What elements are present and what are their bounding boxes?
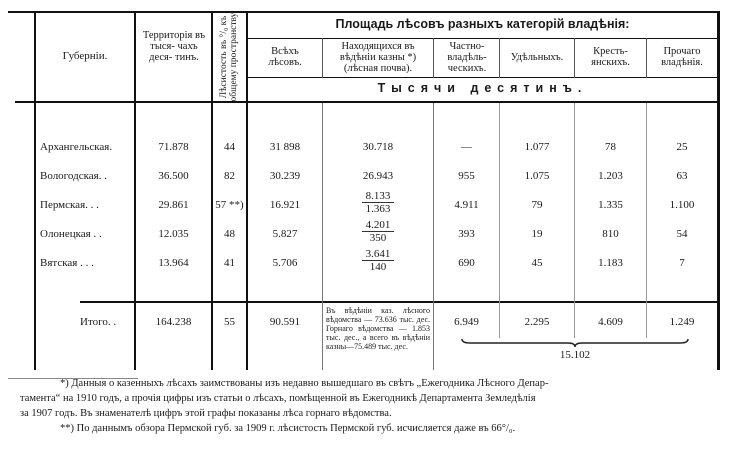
rule xyxy=(247,77,719,78)
row-gubernia: Вятская . . . xyxy=(40,257,94,269)
total-other: 1.249 xyxy=(669,316,695,328)
cell-appanage: 1.075 xyxy=(524,170,550,182)
rule xyxy=(247,38,719,39)
cell-private: — xyxy=(461,141,472,153)
total-territory: 164.238 xyxy=(155,316,192,328)
rule-total xyxy=(80,301,720,303)
rule xyxy=(322,38,323,78)
cell-pct: 57 **) xyxy=(215,199,244,211)
cell-private: 955 xyxy=(458,170,475,182)
rule xyxy=(433,38,434,78)
cell-peasant: 810 xyxy=(602,228,619,240)
cell-private: 690 xyxy=(458,257,475,269)
header-territory: Территорія въ тыся- чахъ деся- тинъ. xyxy=(142,30,206,63)
cell-territory: 36.500 xyxy=(158,170,189,182)
crown-mining-dept: 1.363 xyxy=(365,203,391,215)
header-all: Всѣхъ лѣсовъ. xyxy=(268,46,302,68)
cell-pct: 44 xyxy=(224,141,235,153)
cell-territory: 13.964 xyxy=(158,257,189,269)
cell-appanage: 19 xyxy=(531,228,543,240)
rule xyxy=(646,103,647,338)
total-pct: 55 xyxy=(224,316,235,328)
cell-all: 30.239 xyxy=(269,170,301,182)
header-appanage: Удѣльныхъ. xyxy=(510,52,564,63)
row-gubernia: Архангельская. xyxy=(40,141,113,153)
cell-all: 31 898 xyxy=(269,141,301,153)
cell-appanage: 45 xyxy=(531,257,543,269)
cell-other: 25 xyxy=(676,141,688,153)
cell-other: 54 xyxy=(676,228,688,240)
cell-other: 63 xyxy=(676,170,688,182)
cell-pct: 48 xyxy=(224,228,235,240)
row-gubernia: Олонецкая . . xyxy=(40,228,102,240)
rule xyxy=(499,103,500,338)
cell-crown xyxy=(323,248,433,273)
cell-territory: 12.035 xyxy=(158,228,189,240)
header-forest-pct: Лѣсистость въ °/₀ къ общему пространству xyxy=(219,12,239,102)
cell-all: 16.921 xyxy=(269,199,301,211)
crown-forest-dept: 3.641 xyxy=(362,248,395,261)
cell-territory: 29.861 xyxy=(158,199,189,211)
total-all: 90.591 xyxy=(269,316,301,328)
rule-header-bottom xyxy=(15,101,720,103)
cell-appanage: 79 xyxy=(531,199,543,211)
cell-pct: 41 xyxy=(224,257,235,269)
cell-peasant: 78 xyxy=(605,141,616,153)
footnote-1-cont: за 1907 годъ. Въ знаменателѣ цифръ этой графы показаны лѣса горнаго вѣдомства. xyxy=(20,408,392,419)
cell-territory: 71.878 xyxy=(158,141,189,153)
footnote-1-cont: тамента“ на 1910 годъ, а прочія цифры изъ статьи о лѣсахъ, помѣщенной въ Ежегодникѣ Департамента Земледѣлія xyxy=(20,393,536,404)
crown-forest-dept: 4.201 xyxy=(362,219,395,232)
cell-all: 5.706 xyxy=(272,257,298,269)
header-peasant: Кресть- янскихъ. xyxy=(591,46,630,68)
footnote-2: **) По даннымъ обзора Пермской губ. за 1909 г. лѣсистость Пермской губ. исчисляется даже въ 66°/₀. xyxy=(60,423,516,434)
cell-crown xyxy=(323,219,433,244)
cell-peasant: 1.203 xyxy=(598,170,623,182)
crown-mining-dept: 350 xyxy=(369,232,387,244)
cell-pct: 82 xyxy=(224,170,235,182)
rule xyxy=(574,103,575,338)
cell-crown: 26.943 xyxy=(362,170,394,182)
header-crown: Находящихся въ вѣдѣніи казны *) (лѣсная почва). xyxy=(339,41,417,74)
cell-other: 7 xyxy=(679,257,685,269)
cell-private: 4.911 xyxy=(454,199,479,211)
cell-peasant: 1.183 xyxy=(598,257,623,269)
crown-forest-dept: 8.133 xyxy=(362,190,395,203)
header-private: Частно- владѣль- ческихъ. xyxy=(447,41,487,74)
cell-crown xyxy=(323,190,433,215)
crown-mining-dept: 140 xyxy=(369,261,387,273)
total-crown-note: Въ вѣдѣніи каз. лѣсного вѣдомства — 73.636 тыс. дес. Горнаго вѣдомства — 1.853 тыс. дес., а всего въ вѣдѣніи казны—75.489 тыс. дес. xyxy=(326,306,430,351)
rule xyxy=(34,13,36,370)
total-appanage: 2.295 xyxy=(524,316,550,328)
row-gubernia: Пермская. . . xyxy=(40,199,99,211)
header-units: Тысячи десятинъ. xyxy=(377,81,588,95)
total-peasant: 4.609 xyxy=(598,316,623,328)
cell-crown: 30.718 xyxy=(362,141,394,153)
header-other: Прочаго владѣнія. xyxy=(661,46,703,68)
cell-all: 5.827 xyxy=(272,228,298,240)
brace-icon xyxy=(460,337,690,349)
cell-appanage: 1.077 xyxy=(524,141,550,153)
header-forest-area: Площадь лѣсовъ разныхъ категорій владѣнія: xyxy=(335,17,630,31)
header-gubernia: Губерніи. xyxy=(62,50,108,62)
rule-right xyxy=(717,13,720,370)
total-private: 6.949 xyxy=(454,316,479,328)
cell-other: 1.100 xyxy=(669,199,695,211)
rule-top xyxy=(8,11,720,13)
row-gubernia: Вологодская. . xyxy=(40,170,107,182)
footnote-1: *) Данныя о казенныхъ лѣсахъ заимствованы изъ недавно вышедшаго въ свѣтъ „Ежегодника Лѣсного Депар- xyxy=(60,378,549,389)
total-noncrown-sum: 15.102 xyxy=(559,349,591,361)
cell-private: 393 xyxy=(458,228,475,240)
cell-peasant: 1.335 xyxy=(598,199,623,211)
total-label: Итого. . xyxy=(80,316,117,328)
